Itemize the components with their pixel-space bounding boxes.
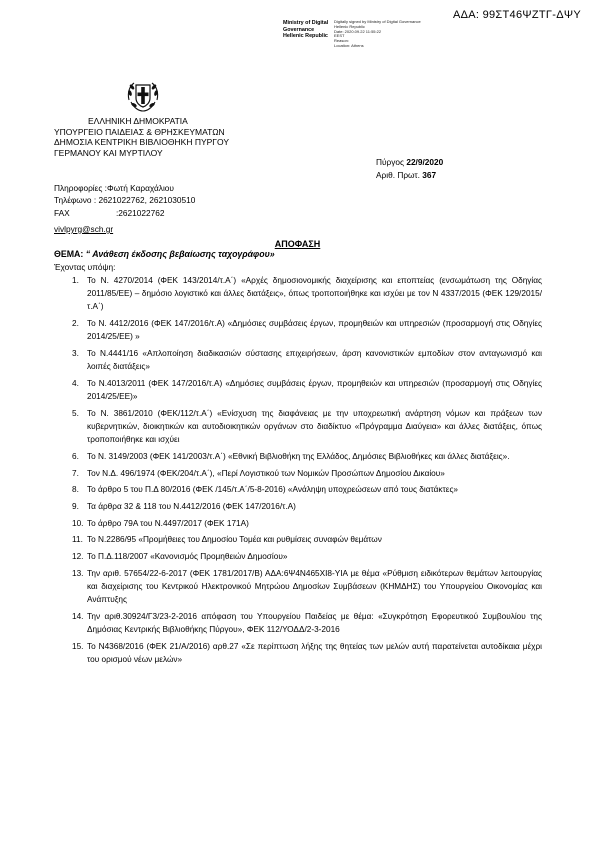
contact-fax (54, 207, 195, 219)
list-item-number: 5. (72, 408, 79, 418)
digital-signature-issuer (283, 20, 328, 40)
date-place: Πύργος (376, 157, 407, 167)
list-item-number: 1. (72, 276, 79, 285)
signature-detail-line: Hellenic Republic (334, 23, 365, 29)
signature-detail-line: Location: Athens (334, 42, 364, 48)
list-item-number: 3. (72, 349, 79, 359)
signature-detail-line: Reason: (334, 38, 349, 44)
contact-phone: Τηλέφωνο : 2621022762, 2621030510 (54, 195, 196, 206)
list-item (54, 567, 542, 607)
list-item-text: Το Ν4368/2016 (ΦΕΚ 21/Α/2016) αρθ.27 «Σε περίπτωση λήξης της θητείας των μελών αυτή παρατείνεται αυτοδίκαια μέχρι του ορισμού νέων μελών» (87, 641, 542, 665)
document-subject (54, 249, 275, 259)
authority-ministry: ΥΠΟΥΡΓΕΙΟ ΠΑΙΔΕΙΑΣ & ΘΡΗΣΚΕΥΜΑΤΩΝ (54, 126, 225, 137)
legal-references-list (54, 274, 542, 670)
signature-detail-line: EEST (334, 33, 345, 39)
date-block (376, 156, 443, 182)
list-item-text: Το Ν.2286/95 «Προμήθειες του Δημοσίου Τομέα και ρυθμίσεις συναφών θεμάτων (87, 535, 382, 545)
list-item-text: Το Π.Δ.118/2007 «Κανονισμός Προμηθειών Δημοσίου» (87, 552, 288, 562)
list-item-number: 6. (72, 451, 79, 461)
list-item-text: Το Ν. 4412/2016 (ΦΕΚ 147/2016/τ.Α) «Δημόσιες συμβάσεις έργων, προμηθειών και υπηρεσιών (προσαρμογή στις Οδηγίες 2014/25/ΕΕ) » (87, 319, 542, 342)
digital-signature-details (334, 20, 421, 49)
contact-block (54, 182, 195, 219)
protocol-number (376, 169, 443, 182)
ada-code: ΑΔΑ: 99ΣΤ46ΨΖΤΓ-ΔΨΥ (452, 9, 581, 21)
coat-of-arms-icon (125, 78, 161, 114)
signature-issuer-line: Governance (283, 26, 315, 33)
list-item-number: 15. (72, 641, 84, 651)
signature-detail-line: Digitally signed by Ministry of Digital Governance (334, 19, 421, 24)
list-item-number: 10. (72, 518, 84, 528)
list-item-text: Τα άρθρα 32 & 118 του Ν.4412/2016 (ΦΕΚ 147/2016/τ.Α) (87, 502, 296, 512)
contact-email-link[interactable]: vivlpyrg@sch.gr (54, 224, 114, 234)
list-item (54, 610, 542, 636)
list-item-text: Το Ν. 3861/2010 (ΦΕΚ/112/τ.Α΄) «Ενίσχυση της διαφάνειας με την υποχρεωτική ανάρτηση νόμων και πράξεων των κυβερνητικών, διοικητικών και αυτοδιοικητικών οργάνων στο διαδίκτυο «Πρόγραμμα Διαύγεια» και άλλες διατάξεις, όπως τροποποιήθηκε και ισχύει (87, 408, 542, 445)
subject-label: ΘΕΜΑ: (54, 249, 86, 259)
document-title: ΑΠΟΦΑΣΗ (274, 239, 321, 249)
list-item-number: 14. (72, 611, 84, 621)
list-item (54, 500, 542, 513)
issuing-authority (54, 116, 229, 158)
list-item (54, 274, 542, 314)
list-item-number: 2. (72, 319, 79, 329)
contact-info: Πληροφορίες :Φωτή Καραχάλιου (54, 183, 174, 193)
list-item-text: Τον Ν.Δ. 496/1974 (ΦΕΚ/204/τ.Α΄), «Περί Λογιστικού των Νομικών Προσώπων Δημοσίου Δικαίου» (87, 468, 445, 478)
protocol-value: 367 (422, 170, 437, 180)
list-item-number: 13. (72, 568, 84, 578)
list-item-text: Την αριθ.30924/Γ3/23-2-2016 απόφαση του Υπουργείου Παιδείας με θέμα: «Συγκρότηση Εφορευτικού Συμβουλίου της Δημόσιας Κεντρικής Βιβλιοθήκης Πύργου», ΦΕΚ 112/ΥΟΔΔ/2-3-2016 (87, 611, 542, 635)
list-item (54, 347, 542, 373)
list-item-number: 11. (72, 535, 83, 545)
list-item (54, 533, 542, 546)
list-item-number: 8. (72, 485, 79, 495)
protocol-label: Αριθ. Πρωτ. (376, 170, 423, 180)
authority-library-name: ΓΕΡΜΑΝΟΥ ΚΑΙ ΜΥΡΤΙΛΟΥ (54, 147, 163, 158)
list-item-text: Το Ν. 3149/2003 (ΦΕΚ 141/2003/τ.Α΄) «Εθνική Βιβλιοθήκη της Ελλάδος, Δημόσιες Βιβλιοθήκες και άλλες διατάξεις». (87, 451, 510, 461)
list-item-text: Την αριθ. 57654/22-6-2017 (ΦΕΚ 1781/2017/Β) ΑΔΑ:6Ψ4Ν465ΧΙ8-ΥΙΑ με θέμα «Ρύθμιση ειδικότερων θεμάτων λειτουργίας και διαχείρισης του Κεντρικού Ηλεκτρονικού Μητρώου Δημοσίων Συμβάσεων (ΚΗΜΔΗΣ) του Υπουργείου Οικονομίας και Ανάπτυξης (87, 568, 542, 605)
date-value: 22/9/2020 (406, 157, 444, 167)
list-item-text: Το Ν.4441/16 «Απλοποίηση διαδικασιών σύστασης επιχειρήσεων, άρση κανονιστικών εμποδίων στον ανταγωνισμό και λοιπές διατάξεις» (87, 349, 542, 372)
list-item-number: 4. (72, 378, 79, 388)
list-item-number: 12. (72, 552, 84, 562)
list-item-number: 7. (72, 468, 79, 478)
list-item-text: Το άρθρο 5 του Π.Δ 80/2016 (ΦΕΚ /145/τ.Α΄/5-8-2016) «Ανάληψη υποχρεώσεων από τους διατάκτες» (87, 485, 459, 495)
fax-value: :2621022762 (116, 207, 165, 218)
list-item (54, 467, 542, 480)
list-item-number: 9. (72, 502, 79, 512)
list-item-text: Το Ν. 4270/2014 (ΦΕΚ 143/2014/τ.Α΄) «Αρχές δημοσιονομικής διαχείρισης και εποπτείας (ενσωμάτωση της Οδηγίας 2011/85/ΕΕ) – δημόσιο λογιστικό και άλλες διατάξεις», όπως τροποποιήθηκε και ισχύει με τον Ν 4337/2015 (ΦΕΚ 129/2015/τ.Α΄) (87, 276, 542, 312)
document-date (376, 156, 443, 169)
having-in-mind: Έχοντας υπόψη: (54, 262, 116, 272)
signature-issuer-line: Hellenic Republic (283, 33, 328, 40)
list-item-text: Το άρθρο 79Α του Ν.4497/2017 (ΦΕΚ 171Α) (87, 518, 249, 528)
fax-label: FAX (54, 207, 70, 218)
authority-country: ΕΛΛΗΝΙΚΗ ΔΗΜΟΚΡΑΤΙΑ (88, 116, 188, 126)
list-item (54, 450, 542, 463)
list-item (54, 407, 542, 447)
list-item (54, 550, 542, 563)
signature-issuer-line: Ministry of Digital (283, 20, 329, 26)
list-item (54, 517, 542, 530)
list-item (54, 483, 542, 496)
list-item (54, 377, 542, 403)
signature-detail-line: Date: 2020.09.22 11:55:22 (334, 28, 382, 34)
list-item (54, 317, 542, 343)
list-item-text: Το Ν.4013/2011 (ΦΕΚ 147/2016/τ.Α) «Δημόσιες συμβάσεις έργων, προμηθειών και υπηρεσιών (προσαρμογή στις Οδηγίες 2014/25/ΕΕ)» (87, 378, 542, 402)
list-item (54, 640, 542, 666)
authority-library: ΔΗΜΟΣΙΑ ΚΕΝΤΡΙΚΗ ΒΙΒΛΙΟΘΗΚΗ ΠΥΡΓΟΥ (54, 137, 229, 148)
subject-text: “ Ανάθεση έκδοσης βεβαίωσης ταχογράφου» (85, 249, 275, 259)
